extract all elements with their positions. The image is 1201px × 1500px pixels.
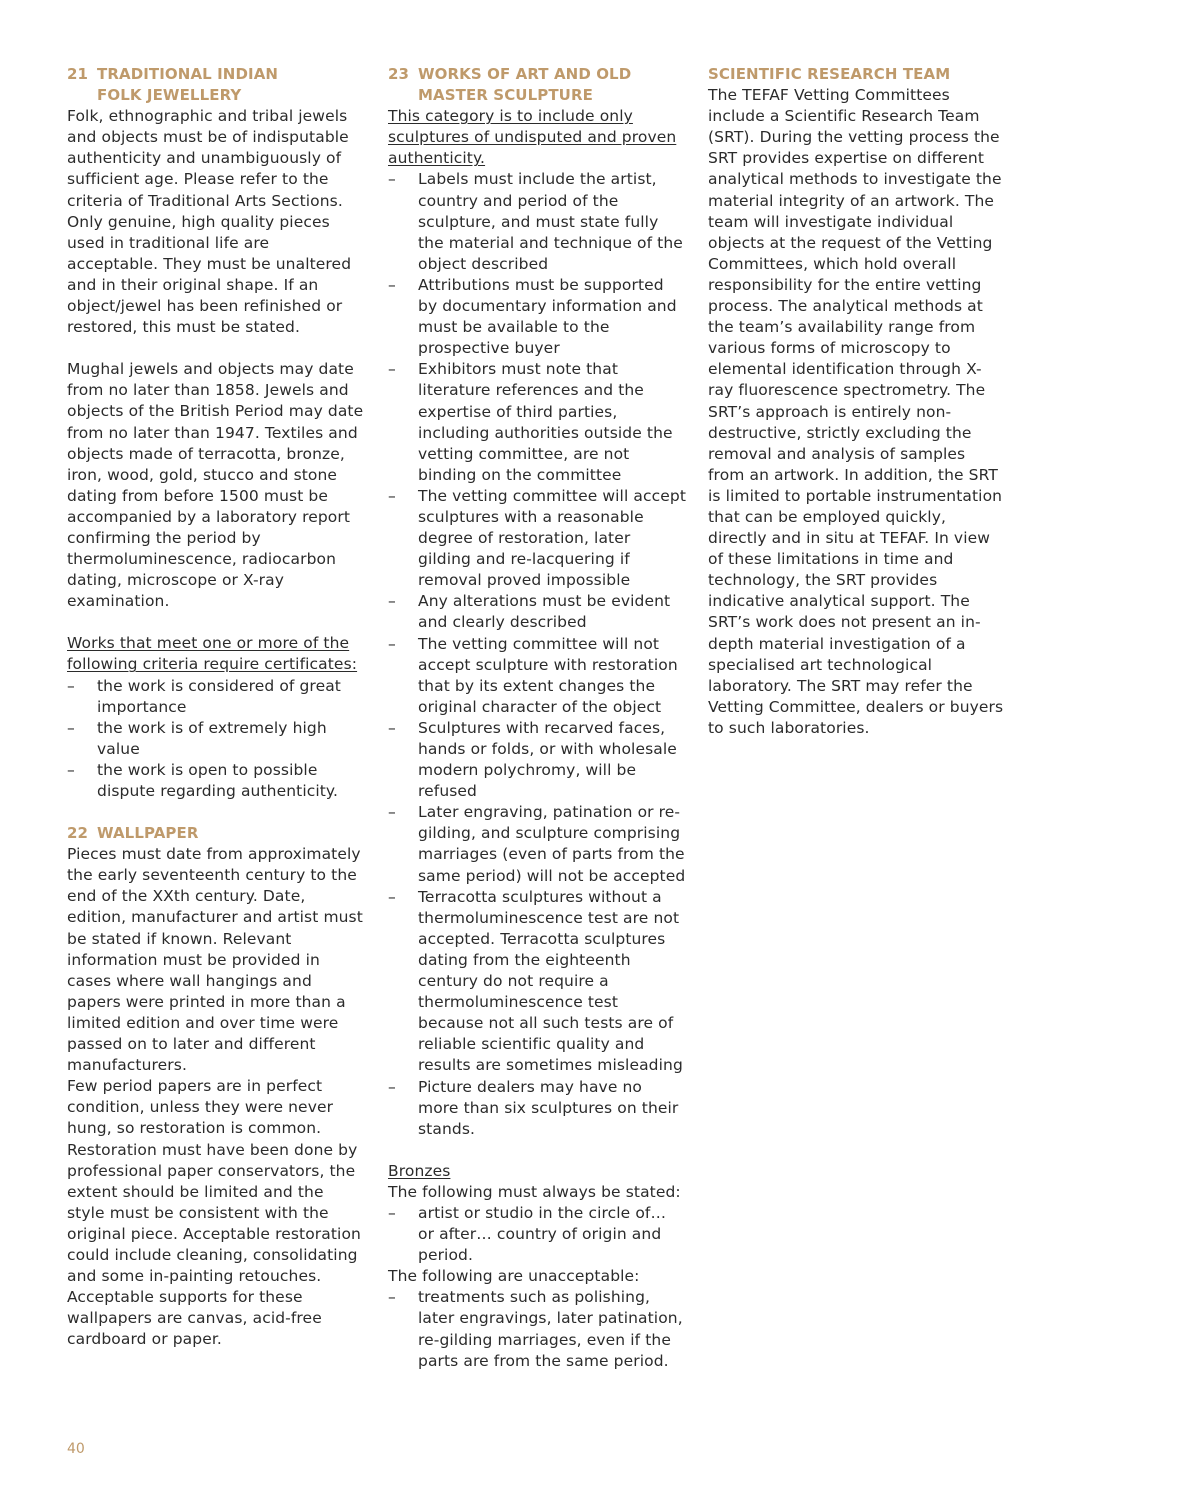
unacceptable-list bbox=[388, 1287, 686, 1371]
paragraph: Pieces must date from approximately the early seventeenth century to the end of the XXth century. Date, edition, manufacturer and artist must be stated if known. Relevant information must be provided in cases where wall hangings and papers were printed in more than a limited edition and over time were passed on to later and different manufacturers. bbox=[67, 845, 363, 1075]
column-3 bbox=[708, 64, 1004, 739]
section-number: 23 bbox=[388, 65, 410, 83]
section-title-line-1: WORKS OF ART AND OLD bbox=[418, 65, 632, 83]
list-item: – treatments such as polishing, later engravings, later patination, re-gilding marriages, even if the parts are from the same period. bbox=[388, 1287, 686, 1371]
column-2 bbox=[388, 64, 686, 1372]
list-item: – Terracotta sculptures without a thermoluminescence test are not accepted. Terracotta sculptures dating from the eighteenth century do not require a thermoluminescence test because not all such tests are of reliable scientific quality and results are sometimes misleading bbox=[388, 887, 686, 1077]
section-title-line-2: MASTER SCULPTURE bbox=[418, 86, 593, 105]
list-item: – Later engraving, patination or re-gilding, and sculpture comprising marriages (even of parts from the same period) will not be accepted bbox=[388, 802, 686, 886]
list-item: – Exhibitors must note that literature references and the expertise of third parties, including authorities outside the vetting committee, are not binding on the committee bbox=[388, 359, 686, 486]
list-item: – Attributions must be supported by documentary information and must be available to the prospective buyer bbox=[388, 275, 686, 359]
bronzes-subheading: Bronzes bbox=[388, 1161, 451, 1180]
page-number: 40 bbox=[67, 1441, 85, 1457]
stated-list bbox=[388, 1203, 686, 1266]
section-title-line-1: TRADITIONAL INDIAN bbox=[97, 65, 279, 83]
section-21-heading bbox=[67, 64, 365, 106]
list-item: – The vetting committee will not accept sculpture with restoration that by its extent changes the original character of the object bbox=[388, 634, 686, 718]
paragraph: Mughal jewels and objects may date from no later than 1858. Jewels and objects of the British Period may date from no later than 1947. Textiles and objects made of terracotta, bronze, iron, wood, gold, stucco and stone dating from before 1500 must be accompanied by a laboratory report confirming the period by thermoluminescence, radiocarbon dating, microscope or X-ray examination. bbox=[67, 360, 364, 611]
paragraph: Few period papers are in perfect condition, unless they were never hung, so restoration is common. Restoration must have been done by professional paper conservators, the extent should be limited and the style must be consistent with the original piece. Acceptable restoration could include cleaning, consolidating and some in-painting retouches. Acceptable supports for these wallpapers are canvas, acid-free cardboard or paper. bbox=[67, 1077, 361, 1349]
srt-heading: SCIENTIFIC RESEARCH TEAM bbox=[708, 65, 951, 83]
unacceptable-intro: The following are unacceptable: bbox=[388, 1267, 640, 1286]
section-title-line-2: FOLK JEWELLERY bbox=[97, 86, 242, 105]
list-item: – Picture dealers may have no more than six sculptures on their stands. bbox=[388, 1077, 686, 1140]
section-number: 22 bbox=[67, 824, 89, 843]
paragraph: Folk, ethnographic and tribal jewels and objects must be of indisputable authenticity and unambiguously of sufficient age. Please refer to the criteria of Traditional Arts Sections. Only genuine, high quality pieces used in traditional life are acceptable. They must be unaltered and in their original shape. If an object/jewel has been refinished or restored, this must be stated. bbox=[67, 107, 352, 337]
list-item: – the work is of extremely high value bbox=[67, 718, 365, 760]
list-item: – Sculptures with recarved faces, hands or folds, or with wholesale modern polychromy, will be refused bbox=[388, 718, 686, 802]
list-item: – The vetting committee will accept sculptures with a reasonable degree of restoration, later gilding and re-lacquering if removal proved impossible bbox=[388, 486, 686, 591]
list-item: – Any alterations must be evident and clearly described bbox=[388, 591, 686, 633]
section-title: WALLPAPER bbox=[97, 824, 199, 843]
column-1 bbox=[67, 64, 365, 1350]
list-item: – Labels must include the artist, country and period of the sculpture, and must state fully the material and technique of the object described bbox=[388, 169, 686, 274]
section-22-heading bbox=[67, 823, 365, 844]
paragraph: The TEFAF Vetting Committees include a Scientific Research Team (SRT). During the vetting process the SRT provides expertise on different analytical methods to investigate the material integrity of an artwork. The team will investigate individual objects at the request of the Vetting Committees, which hold overall responsibility for the entire vetting process. The analytical methods at the team’s availability range from various forms of microscopy to elemental identification through X-ray fluorescence spectrometry. The SRT’s approach is entirely non-destructive, strictly excluding the removal and analysis of samples from an artwork. In addition, the SRT is limited to portable instrumentation that can be employed quickly, directly and in situ at TEFAF. In view of these limitations in time and technology, the SRT provides indicative analytical support. The SRT’s work does not present an in-depth material investigation of a specialised art technological laboratory. The SRT may refer the Vetting Committee, dealers or buyers to such laboratories. bbox=[708, 86, 1004, 737]
list-item: – artist or studio in the circle of… or after… country of origin and period. bbox=[388, 1203, 686, 1266]
certificates-list bbox=[67, 676, 365, 803]
section-number: 21 bbox=[67, 65, 89, 83]
certificates-intro: Works that meet one or more of the following criteria require certificates: bbox=[67, 634, 358, 674]
section-intro: This category is to include only sculptures of undisputed and proven authenticity. bbox=[388, 107, 677, 168]
section-23-heading bbox=[388, 64, 686, 106]
list-item: – the work is open to possible dispute regarding authenticity. bbox=[67, 760, 365, 802]
list-item: – the work is considered of great importance bbox=[67, 676, 365, 718]
rules-list bbox=[388, 169, 686, 1139]
stated-intro: The following must always be stated: bbox=[388, 1182, 681, 1201]
